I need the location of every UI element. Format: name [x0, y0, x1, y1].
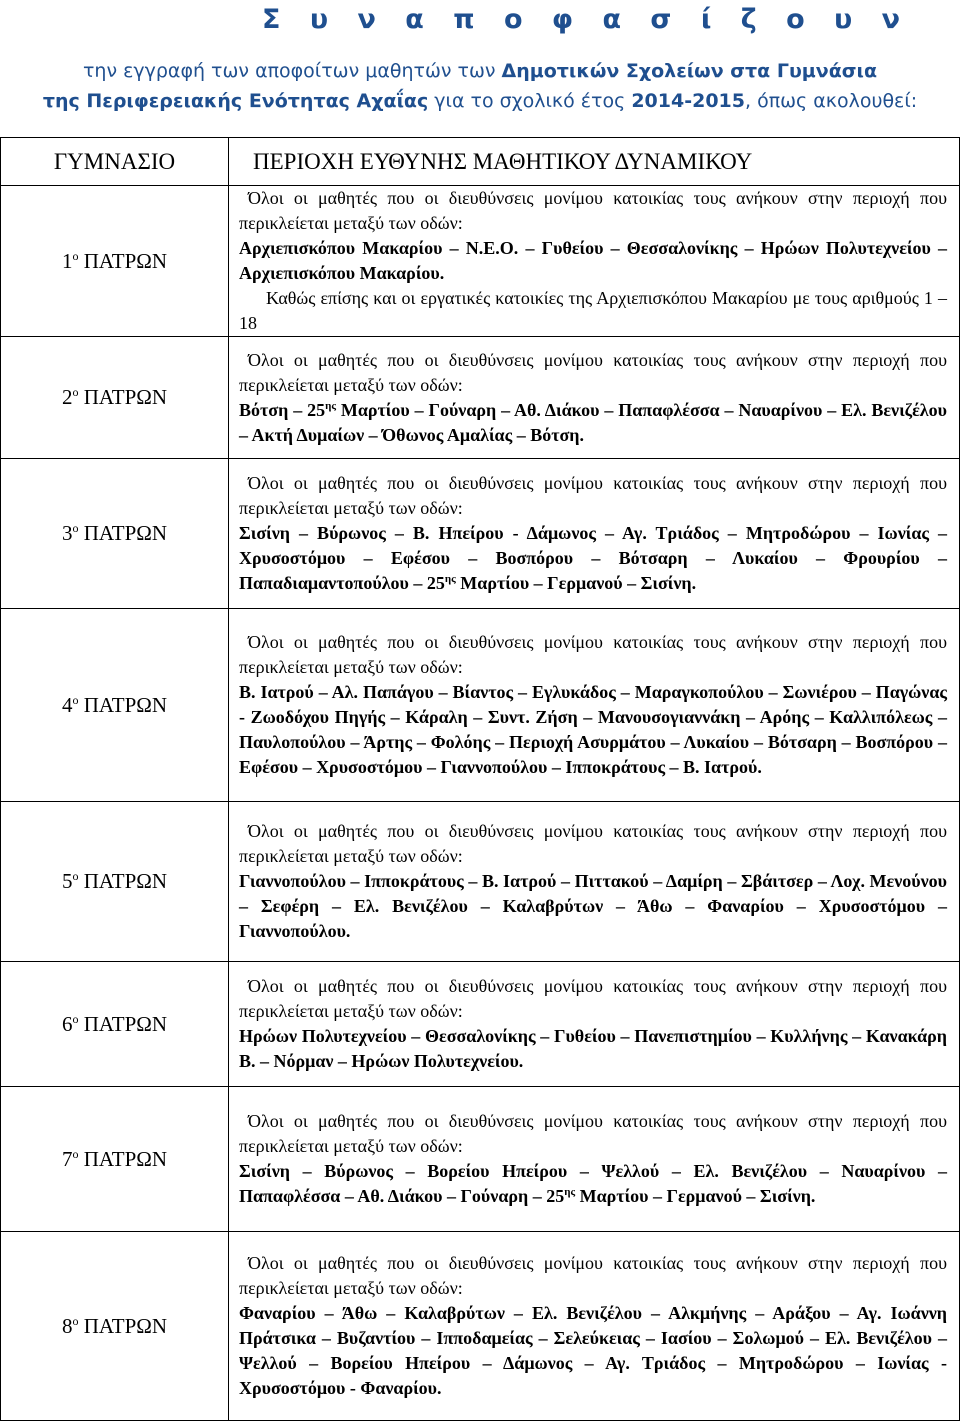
- table-row: [1, 186, 960, 337]
- area-common-text: Όλοι οι μαθητές που οι διευθύνσεις μονίμου κατοικίας τους ανήκουν στην περιοχή που περικλείεται μεταξύ των οδών:: [239, 821, 947, 866]
- area-streets: Σισίνη – Βύρωνος – Βορείου Ηπείρου – Ψελλού – Ελ. Βενιζέλου – Ναυαρίνου – Παπαφλέσσα – Αθ. Διάκου – Γούναρη – $25^{\eta\varsigma}$ Μαρτίου – Γερμανού – Σισίνη.: [239, 1161, 947, 1206]
- area-description: [229, 1232, 960, 1421]
- area-description: [229, 337, 960, 459]
- table-row: [1, 802, 960, 962]
- table-row: [1, 1087, 960, 1232]
- intro-line-1-bold: Δημοτικών Σχολείων στα Γυμνάσια: [501, 60, 878, 82]
- area-description: [229, 186, 960, 337]
- schools-table: [0, 137, 960, 1421]
- area-common-text: Όλοι οι μαθητές που οι διευθύνσεις μονίμου κατοικίας τους ανήκουν στην περιοχή που περικλείεται μεταξύ των οδών:: [239, 1111, 947, 1156]
- area-description: [229, 802, 960, 962]
- school-name: $7^o$ ΠΑΤΡΩΝ: [1, 1087, 229, 1232]
- area-streets: Ηρώων Πολυτεχνείου – Θεσσαλονίκης – Γυθείου – Πανεπιστημίου – Κυλλήνης – Κανακάρη Β. – Νόρμαν – Ηρώων Πολυτεχνείου.: [239, 1026, 947, 1071]
- area-streets: Αρχιεπισκόπου Μακαρίου – Ν.Ε.Ο. – Γυθείου – Θεσσαλονίκης – Ηρώων Πολυτεχνείου – Αρχιεπισκόπου Μακαρίου.: [239, 238, 947, 283]
- table-row: [1, 459, 960, 609]
- area-streets: Β. Ιατρού – Αλ. Παπάγου – Βίαντος – Εγλυκάδος – Μαραγκοπούλου – Σωνιέρου – Παγώνας - Ζωοδόχου Πηγής – Κάραλη – Συντ. Ζήση – Μανουσογιαννάκη – Αρόης – Καλλιπόλεως – Παυλοπούλου – Άρτης – Φολόης – Περιοχή Ασυρμάτου – Λυκαίου – Βότσαρη – Βοσπόρου – Εφέσου – Χρυσοστόμου – Γιαννοπούλου – Ιπποκράτους – Β. Ιατρού.: [239, 682, 947, 777]
- area-common-text: Όλοι οι μαθητές που οι διευθύνσεις μονίμου κατοικίας τους ανήκουν στην περιοχή που περικλείεται μεταξύ των οδών:: [239, 473, 947, 518]
- school-name: $4^o$ ΠΑΤΡΩΝ: [1, 609, 229, 802]
- intro-line-1: [0, 60, 960, 82]
- area-common-text: Όλοι οι μαθητές που οι διευθύνσεις μονίμου κατοικίας τους ανήκουν στην περιοχή που περικλείεται μεταξύ των οδών:: [239, 632, 947, 677]
- intro-line-2: [0, 90, 960, 112]
- area-common-text: Όλοι οι μαθητές που οι διευθύνσεις μονίμου κατοικίας τους ανήκουν στην περιοχή που περικλείεται μεταξύ των οδών:: [239, 188, 947, 233]
- area-streets: Βότση – $25^{\eta\varsigma}$ Μαρτίου – Γούναρη – Αθ. Διάκου – Παπαφλέσσα – Ναυαρίνου – Ελ. Βενιζέλου – Ακτή Δυμαίων – Όθωνος Αμαλίας – Βότση.: [239, 399, 947, 445]
- table-row: [1, 609, 960, 802]
- intro-line-2-bold: της Περιφερειακής Ενότητας Αχαΐας: [42, 90, 429, 112]
- table-row: [1, 962, 960, 1087]
- area-common-text: Όλοι οι μαθητές που οι διευθύνσεις μονίμου κατοικίας τους ανήκουν στην περιοχή που περικλείεται μεταξύ των οδών:: [239, 976, 947, 1021]
- school-name: $1^o$ ΠΑΤΡΩΝ: [1, 186, 229, 337]
- school-name: $3^o$ ΠΑΤΡΩΝ: [1, 459, 229, 609]
- page-title: Σ υ ν α π ο φ α σ ί ζ ο υ ν: [262, 4, 911, 35]
- intro-line-2-plain: για το σχολικό έτος: [428, 90, 632, 112]
- area-description: [229, 962, 960, 1087]
- area-description: [229, 459, 960, 609]
- intro-line-1-plain: την εγγραφή των αποφοίτων μαθητών των: [82, 60, 502, 82]
- area-streets: Φαναρίου – Άθω – Καλαβρύτων – Ελ. Βενιζέλου – Αλκμήνης – Αράξου – Αγ. Ιωάννη Πράτσικα – Βυζαντίου – Ιπποδαμείας – Σελεύκειας – Ιασίου – Σολωμού – Ελ. Βενιζέλου – Ψελλού – Βορείου Ηπείρου – Δάμωνος – Αγ. Τριάδος – Μητροδώρου – Ιωνίας - Χρυσοστόμου - Φαναρίου.: [239, 1303, 947, 1398]
- area-common-text: Όλοι οι μαθητές που οι διευθύνσεις μονίμου κατοικίας τους ανήκουν στην περιοχή που περικλείεται μεταξύ των οδών:: [239, 349, 947, 395]
- area-streets: Σισίνη – Βύρωνος – Β. Ηπείρου - Δάμωνος – Αγ. Τριάδος – Μητροδώρου – Ιωνίας – Χρυσοστόμου – Εφέσου – Βοσπόρου – Βότσαρη – Λυκαίου – Φρουρίου – Παπαδιαμαντοπούλου – $25^{\eta\varsigma}$ Μαρτίου – Γερμανού – Σισίνη.: [239, 523, 947, 593]
- table-row: [1, 1232, 960, 1421]
- school-name: $5^o$ ΠΑΤΡΩΝ: [1, 802, 229, 962]
- header-school: ΓΥΜΝΑΣΙΟ: [1, 138, 229, 186]
- table-header-row: [1, 138, 960, 186]
- school-name: $8^o$ ΠΑΤΡΩΝ: [1, 1232, 229, 1421]
- area-extra-text: Καθώς επίσης και οι εργατικές κατοικίες της Αρχιεπισκόπου Μακαρίου με τους αριθμούς 1 – 18: [239, 288, 947, 333]
- intro-line-2-end: , όπως ακολουθεί:: [744, 90, 918, 112]
- header-area: ΠΕΡΙΟΧΗ ΕΥΘΥΝΗΣ ΜΑΘΗΤΙΚΟΥ ΔΥΝΑΜΙΚΟΥ: [229, 138, 960, 186]
- table-row: [1, 337, 960, 459]
- area-common-text: Όλοι οι μαθητές που οι διευθύνσεις μονίμου κατοικίας τους ανήκουν στην περιοχή που περικλείεται μεταξύ των οδών:: [239, 1253, 947, 1298]
- area-streets: Γιαννοπούλου – Ιπποκράτους – Β. Ιατρού – Πιττακού – Δαμίρη – Σβάιτσερ – Λοχ. Μενούνου – Σεφέρη – Ελ. Βενιζέλου – Καλαβρύτων – Άθω – Φαναρίου – Χρυσοστόμου – Γιαννοπούλου.: [239, 871, 947, 941]
- area-description: [229, 1087, 960, 1232]
- area-description: [229, 609, 960, 802]
- school-name: $6^o$ ΠΑΤΡΩΝ: [1, 962, 229, 1087]
- intro-line-2-year: 2014-2015: [631, 90, 745, 112]
- school-name: $2^o$ ΠΑΤΡΩΝ: [1, 337, 229, 459]
